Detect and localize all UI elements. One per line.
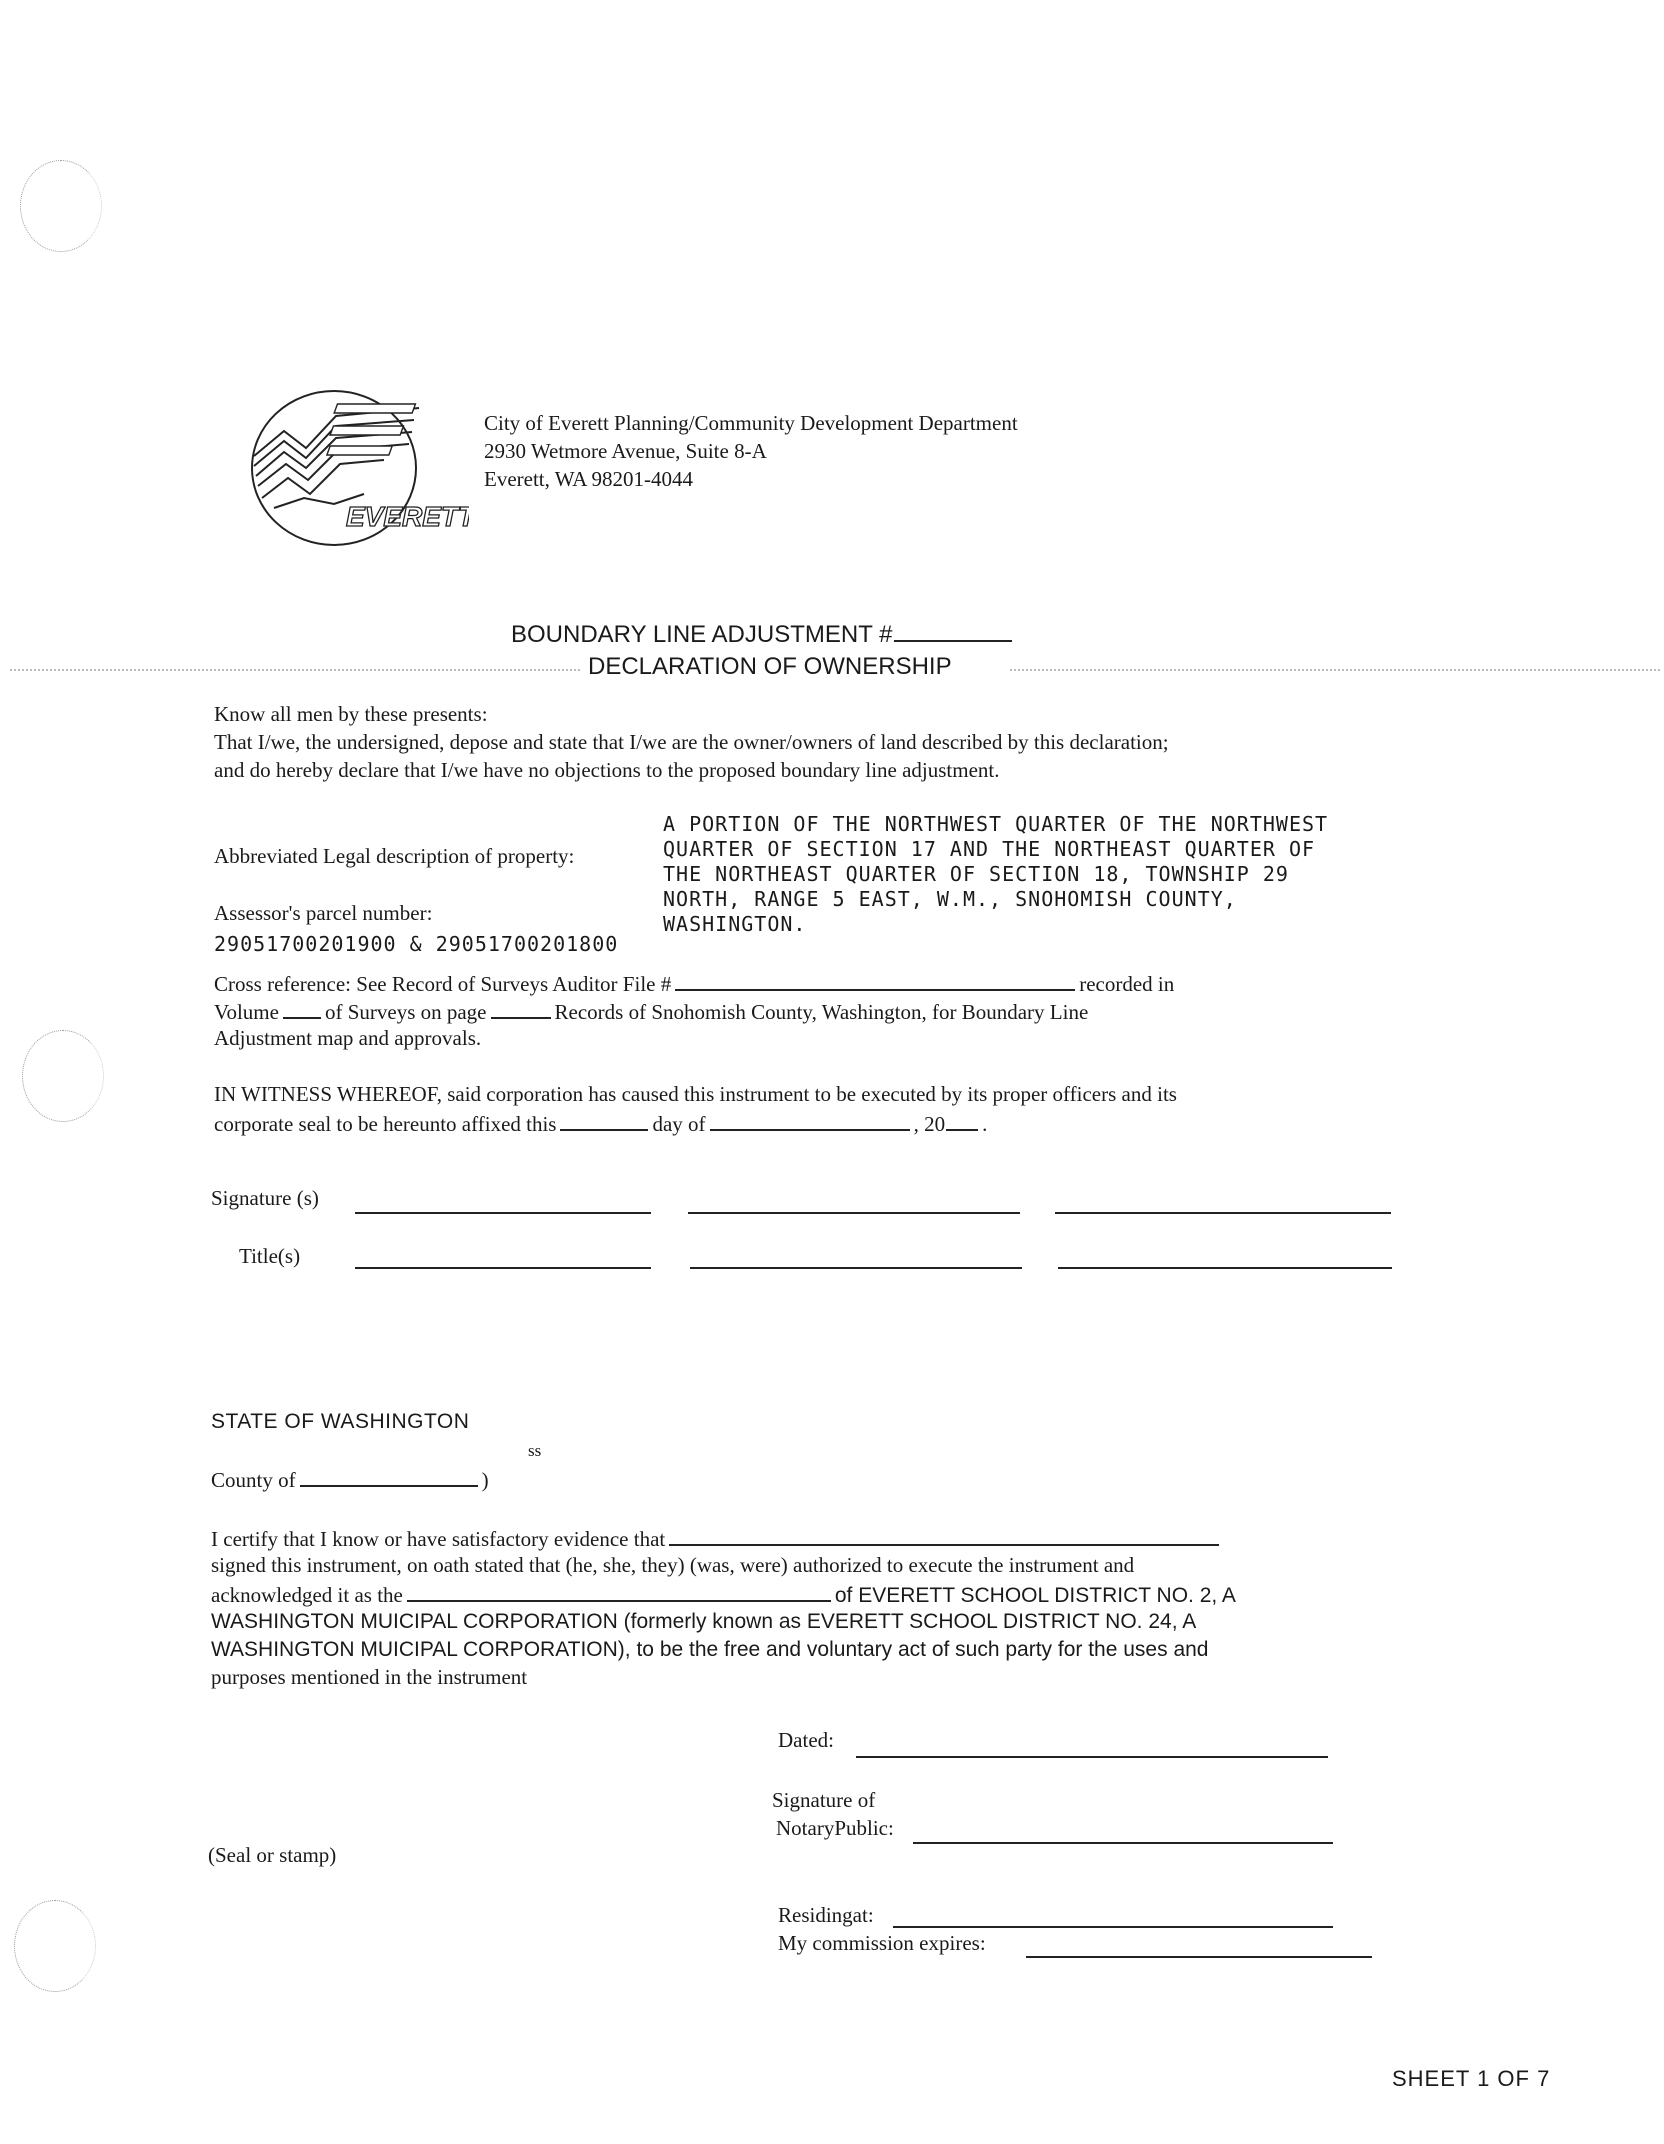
parcel-numbers: 29051700201900 & 29051700201800 [214,932,619,956]
dated-label: Dated: [778,1728,834,1752]
witness-line2 [214,1109,987,1138]
state-label: STATE OF WASHINGTON [211,1410,470,1433]
title-label: Title(s) [239,1244,301,1268]
volume-label: Volume [214,1000,279,1024]
signature-line-3[interactable] [1055,1212,1391,1214]
punch-hole-middle [22,1030,104,1122]
volume-field[interactable] [283,997,321,1019]
everett-logo [244,386,469,551]
certify-line5 [211,1636,1208,1663]
title-line-1[interactable] [355,1267,651,1269]
logo-wordmark: EVERETT [346,501,469,532]
day-of-label: day of [652,1112,706,1136]
witness-line1: IN WITNESS WHEREOF, said corporation has caused this instrument to be executed by its proper officers and its [214,1082,1177,1106]
witness-month-field[interactable] [710,1109,910,1131]
signature-line-1[interactable] [355,1212,651,1214]
certify-line3 [211,1580,1236,1609]
legal-description-line: THE NORTHEAST QUARTER OF SECTION 18, TOWNSHIP 29 [663,862,1289,886]
legal-description-line: QUARTER OF SECTION 17 AND THE NORTHEAST QUARTER OF [663,837,1316,861]
intro-line2: That I/we, the undersigned, depose and state that I/we are the owner/owners of land described by this declaration; [214,730,1169,754]
dated-field[interactable] [856,1756,1328,1758]
department-address: 2930 Wetmore Avenue, Suite 8-A [484,439,767,463]
sheet-number: SHEET 1 OF 7 [1392,2066,1551,2091]
witness-day-field[interactable] [560,1109,648,1131]
legal-description-line: NORTH, RANGE 5 EAST, W.M., SNOHOMISH COUNTY, [663,887,1237,911]
seal-label: (Seal or stamp) [208,1843,337,1867]
year-prefix: , 20 [913,1112,946,1136]
notary-signature-field[interactable] [913,1842,1333,1844]
legal-description-label: Abbreviated Legal description of property: [214,844,575,868]
legal-description-line: A PORTION OF THE NORTHWEST QUARTER OF THE NORTHWEST [663,812,1329,836]
residing-field[interactable] [893,1926,1333,1928]
certify-prefix: I certify that I know or have satisfactory evidence that [211,1527,666,1551]
auditor-file-field[interactable] [675,969,1075,991]
ack-prefix: acknowledged it as the [211,1583,403,1607]
intro-line3: and do hereby declare that I/we have no objections to the proposed boundary line adjustment. [214,758,1000,782]
signer-name-field[interactable] [669,1524,1219,1546]
residing-label: Residingat: [778,1903,874,1927]
cross-reference-line2 [214,997,1088,1026]
witness-period: . [982,1112,988,1136]
title-dotted-rule-right [1010,669,1660,671]
department-city: Everett, WA 98201-4044 [484,467,693,491]
records-of-label: Records of Snohomish County, Washington, for Boundary Line [554,1000,1089,1024]
title-line-2[interactable] [690,1267,1022,1269]
witness-year-field[interactable] [946,1109,978,1131]
signature-label: Signature (s) [211,1186,319,1210]
witness-prefix: corporate seal to be hereunto affixed this [214,1112,557,1136]
certify-line5-text: WASHINGTON MUICIPAL CORPORATION), to be the free and voluntary act of such party for the uses and [211,1638,1209,1661]
county-label: County of [211,1468,296,1492]
certify-line6: purposes mentioned in the instrument [211,1665,528,1689]
notary-signature-label2: NotaryPublic: [776,1816,894,1840]
commission-field[interactable] [1026,1956,1372,1958]
parcel-number-label: Assessor's parcel number: [214,901,433,925]
legal-description-line: WASHINGTON. [663,912,807,936]
ack-title-field[interactable] [407,1580,831,1602]
notary-signature-label1: Signature of [772,1788,876,1812]
signature-line-2[interactable] [688,1212,1020,1214]
punch-hole-bottom [14,1900,96,1992]
department-name: City of Everett Planning/Community Development Department [484,411,1018,435]
commission-label: My commission expires: [778,1931,986,1955]
recorded-in-label: recorded in [1079,972,1175,996]
ack-suffix: of EVERETT SCHOOL DISTRICT NO. 2, A [834,1584,1236,1607]
page-field[interactable] [491,997,551,1019]
title-dotted-rule-left [10,669,580,671]
certify-line1 [211,1524,1223,1553]
intro-line1: Know all men by these presents: [214,702,488,726]
bla-number-field[interactable] [894,620,1012,642]
title-line-3[interactable] [1058,1267,1392,1269]
cross-reference-line3: Adjustment map and approvals. [214,1026,482,1050]
ss-label: ss [528,1441,542,1460]
cross-reference-line1 [214,969,1174,998]
punch-hole-top [20,160,102,252]
of-surveys-label: of Surveys on page [324,1000,487,1024]
county-field[interactable] [300,1465,478,1487]
certify-line4: WASHINGTON MUICIPAL CORPORATION (formerly known as EVERETT SCHOOL DISTRICT NO. 24, A [211,1610,1197,1633]
form-title [511,620,1016,650]
county-paren: ) [481,1468,489,1492]
county-line [211,1465,489,1494]
cross-reference-prefix: Cross reference: See Record of Surveys Auditor File # [214,972,672,996]
form-subtitle: DECLARATION OF OWNERSHIP [588,653,952,680]
title-bla: BOUNDARY LINE ADJUSTMENT # [511,621,893,648]
certify-line2: signed this instrument, on oath stated that (he, she, they) (was, were) authorized to execute the instrument and [211,1553,1135,1577]
